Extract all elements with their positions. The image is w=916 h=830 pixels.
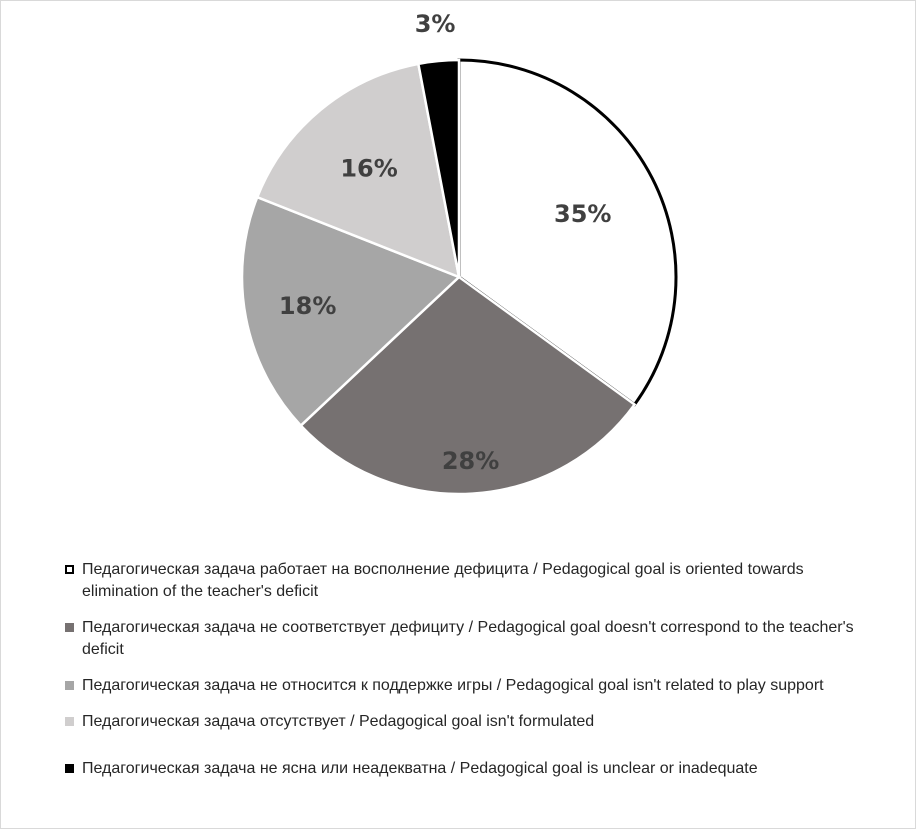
legend-label: Педагогическая задача не соответствует дефициту / Pedagogical goal doesn't correspond to the teacher's deficit	[82, 619, 854, 658]
legend-item	[65, 758, 865, 780]
legend-label: Педагогическая задача отсутствует / Pedagogical goal isn't formulated	[82, 713, 595, 730]
legend-swatch	[65, 764, 74, 773]
legend-label: Педагогическая задача работает на восполнение дефицита / Pedagogical goal is oriented towards elimination of the teacher's deficit	[82, 561, 804, 600]
legend-item	[65, 711, 865, 733]
slice-percent-label: 3%	[414, 10, 456, 39]
legend-item	[65, 675, 865, 697]
legend-label: Педагогическая задача не относится к поддержке игры / Pedagogical goal isn't related to play support	[82, 677, 824, 694]
slice-percent-label: 18%	[278, 291, 337, 320]
legend	[65, 559, 865, 780]
legend-swatch	[65, 623, 74, 632]
slice-percent-label: 35%	[554, 199, 612, 228]
slice-percent-label: 16%	[340, 154, 398, 183]
legend-label: Педагогическая задача не ясна или неадекватна / Pedagogical goal is unclear or inadequate	[82, 760, 758, 777]
legend-item	[65, 559, 865, 603]
legend-swatch	[65, 717, 74, 726]
slice-percent-label: 28%	[441, 447, 500, 476]
legend-swatch	[65, 681, 74, 690]
legend-item	[65, 617, 865, 661]
legend-swatch	[65, 565, 74, 574]
